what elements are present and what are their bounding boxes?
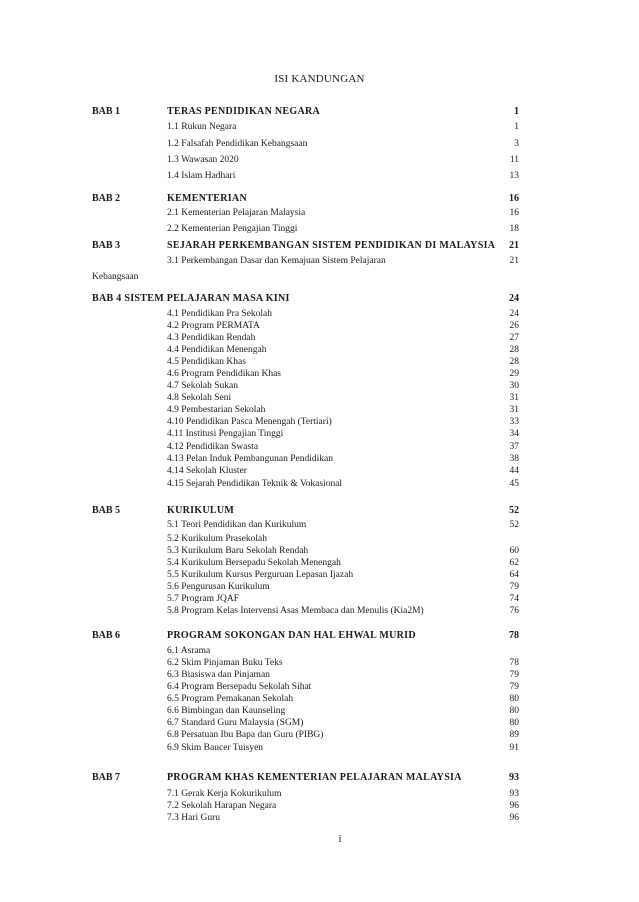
chapter-label: BAB 1	[92, 106, 121, 117]
page-number: i	[338, 833, 342, 845]
chapter-page: 1	[514, 106, 519, 117]
toc-entry: 4.15 Sejarah Pendidikan Teknik & Vokasional	[167, 479, 343, 489]
toc-entry-page: 37	[509, 442, 519, 452]
toc-entry-page: 18	[509, 224, 519, 234]
toc-entry: 4.14 Sekolah Kluster	[167, 466, 247, 476]
chapter-heading: KURIKULUM	[167, 505, 235, 516]
toc-entry: 7.2 Sekolah Harapan Negara	[167, 801, 277, 811]
toc-entry: 6.4 Program Bersepadu Sekolah Sihat	[167, 682, 312, 692]
toc-entry: 4.12 Pendidikan Swasta	[167, 442, 259, 452]
toc-entry: 5.3 Kurikulum Baru Sekolah Rendah	[167, 546, 309, 556]
chapter-page: 78	[509, 630, 519, 641]
toc-entry-page: 16	[509, 208, 519, 218]
toc-entry: 4.11 Institusi Pengajian Tinggi	[167, 429, 284, 439]
toc-entry-page: 44	[509, 466, 519, 476]
toc-entry-page: 52	[509, 520, 519, 530]
chapter-heading: TERAS PENDIDIKAN NEGARA	[167, 106, 321, 117]
chapter-label: BAB 2	[92, 193, 121, 204]
toc-entry-page: 1	[514, 122, 519, 132]
toc-entry: 2.1 Kementerian Pelajaran Malaysia	[167, 208, 306, 218]
chapter-page: 52	[509, 505, 519, 516]
toc-entry-page: 80	[509, 706, 519, 716]
toc-entry: 5.2 Kurikulum Prasekolah	[167, 534, 268, 544]
toc-entry: 6.3 Biasiswa dan Pinjaman	[167, 670, 270, 680]
chapter-label: BAB 3	[92, 240, 121, 251]
toc-entry: 4.2 Program PERMATA	[167, 321, 260, 331]
toc-entry: 5.6 Pengurusan Kurikulum	[167, 582, 270, 592]
toc-entry: 4.5 Pendidikan Khas	[167, 357, 246, 367]
toc-entry: 5.1 Teori Pendidikan dan Kurikulum	[167, 520, 307, 530]
toc-entry: 6.2 Skim Pinjaman Buku Teks	[167, 658, 283, 668]
toc-entry: 1.2 Falsafah Pendidikan Kebangsaan	[167, 139, 308, 149]
chapter-page: 24	[509, 293, 519, 304]
toc-entry: 4.4 Pendidikan Menengah	[167, 345, 267, 355]
chapter-heading: SEJARAH PERKEMBANGAN SISTEM PENDIDIKAN DI MALAYSIA	[167, 240, 496, 251]
toc-entry-page: 76	[509, 606, 519, 616]
toc-entry-page: 62	[509, 558, 519, 568]
toc-entry-page: 33	[509, 417, 519, 427]
toc-entry: 2.2 Kementerian Pengajian Tinggi	[167, 224, 298, 234]
toc-entry: 6.6 Bimbingan dan Kaunseling	[167, 706, 286, 716]
toc-entry-page: 28	[509, 345, 519, 355]
page-title: ISI KANDUNGAN	[274, 73, 365, 85]
toc-entry: 1.1 Rukun Negara	[167, 122, 237, 132]
toc-entry: 6.7 Standard Guru Malaysia (SGM)	[167, 718, 304, 728]
toc-entry: 4.1 Pendidikan Pra Sekolah	[167, 309, 273, 319]
toc-entry-page: 64	[509, 570, 519, 580]
toc-entry-page: 74	[509, 594, 519, 604]
toc-entry: 4.6 Program Pendidikan Khas	[167, 369, 281, 379]
toc-entry: 4.13 Pelan Induk Pembangunan Pendidikan	[167, 454, 333, 464]
toc-entry: 6.8 Persatuan Ibu Bapa dan Guru (PIBG)	[167, 730, 324, 740]
chapter-page: 21	[509, 240, 519, 251]
toc-entry: 5.5 Kurikulum Kursus Perguruan Lepasan Ijazah	[167, 570, 354, 580]
toc-entry-page: 3	[514, 139, 519, 149]
toc-entry: 1.3 Wawasan 2020	[167, 155, 239, 165]
toc-entry-page: 13	[509, 171, 519, 181]
toc-entry: 1.4 Islam Hadhari	[167, 171, 236, 181]
toc-entry-page: 26	[509, 321, 519, 331]
toc-entry-page: 34	[509, 429, 519, 439]
toc-entry-page: 38	[509, 454, 519, 464]
chapter-page: 16	[509, 193, 519, 204]
toc-entry-page: 11	[509, 155, 519, 165]
toc-entry-page: 89	[509, 730, 519, 740]
toc-entry: 4.9 Pembestarian Sekolah	[167, 405, 266, 415]
toc-entry-page: 80	[509, 694, 519, 704]
toc-entry-page: 60	[509, 546, 519, 556]
toc-entry: 6.9 Skim Baucer Tuisyen	[167, 743, 264, 753]
chapter-page: 93	[509, 772, 519, 783]
toc-entry: 6.5 Program Pemakanan Sekolah	[167, 694, 294, 704]
toc-entry-page: 96	[509, 813, 519, 823]
toc-entry-page: 93	[509, 789, 519, 799]
chapter-label: BAB 4 SISTEM PELAJARAN MASA KINI	[92, 293, 290, 304]
toc-entry-page: 79	[509, 682, 519, 692]
chapter-label: BAB 6	[92, 630, 121, 641]
chapter-label: BAB 7	[92, 772, 121, 783]
chapter-label: BAB 5	[92, 505, 121, 516]
toc-entry-page: 24	[509, 309, 519, 319]
chapter-heading: KEMENTERIAN	[167, 193, 247, 204]
toc-entry-page: 78	[509, 658, 519, 668]
toc-entry-page: 29	[509, 369, 519, 379]
toc-entry-page: 28	[509, 357, 519, 367]
toc-entry: 7.3 Hari Guru	[167, 813, 221, 823]
toc-entry: 5.4 Kurikulum Bersepadu Sekolah Menengah	[167, 558, 341, 568]
toc-entry: 5.8 Program Kelas Intervensi Asas Membaca dan Menulis (Kia2M)	[167, 606, 424, 616]
toc-entry-page: 80	[509, 718, 519, 728]
toc-entry-continuation: Kebangsaan	[92, 272, 139, 282]
toc-entry: 4.10 Pendidikan Pasca Menengah (Tertiari)	[167, 417, 332, 427]
toc-entry: 4.7 Sekolah Sukan	[167, 381, 238, 391]
chapter-heading: PROGRAM SOKONGAN DAN HAL EHWAL MURID	[167, 630, 416, 641]
toc-entry-page: 96	[509, 801, 519, 811]
toc-entry-page: 91	[509, 743, 519, 753]
toc-entry: 4.3 Pendidikan Rendah	[167, 333, 256, 343]
toc-entry: 5.7 Program JQAF	[167, 594, 240, 604]
toc-entry-page: 27	[509, 333, 519, 343]
toc-entry: 3.1 Perkembangan Dasar dan Kemajuan Sistem Pelajaran	[167, 256, 386, 266]
toc-entry: 4.8 Sekolah Seni	[167, 393, 232, 403]
toc-entry-page: 30	[509, 381, 519, 391]
toc-entry: 7.1 Gerak Kerja Kokurikulum	[167, 789, 282, 799]
chapter-heading: PROGRAM KHAS KEMENTERIAN PELAJARAN MALAYSIA	[167, 772, 462, 783]
toc-entry-page: 79	[509, 670, 519, 680]
toc-entry-page: 31	[509, 405, 519, 415]
toc-entry-page: 31	[509, 393, 519, 403]
toc-entry-page: 45	[509, 479, 519, 489]
toc-entry: 6.1 Asrama	[167, 646, 211, 656]
toc-entry-page: 21	[509, 256, 519, 266]
toc-entry-page: 79	[509, 582, 519, 592]
